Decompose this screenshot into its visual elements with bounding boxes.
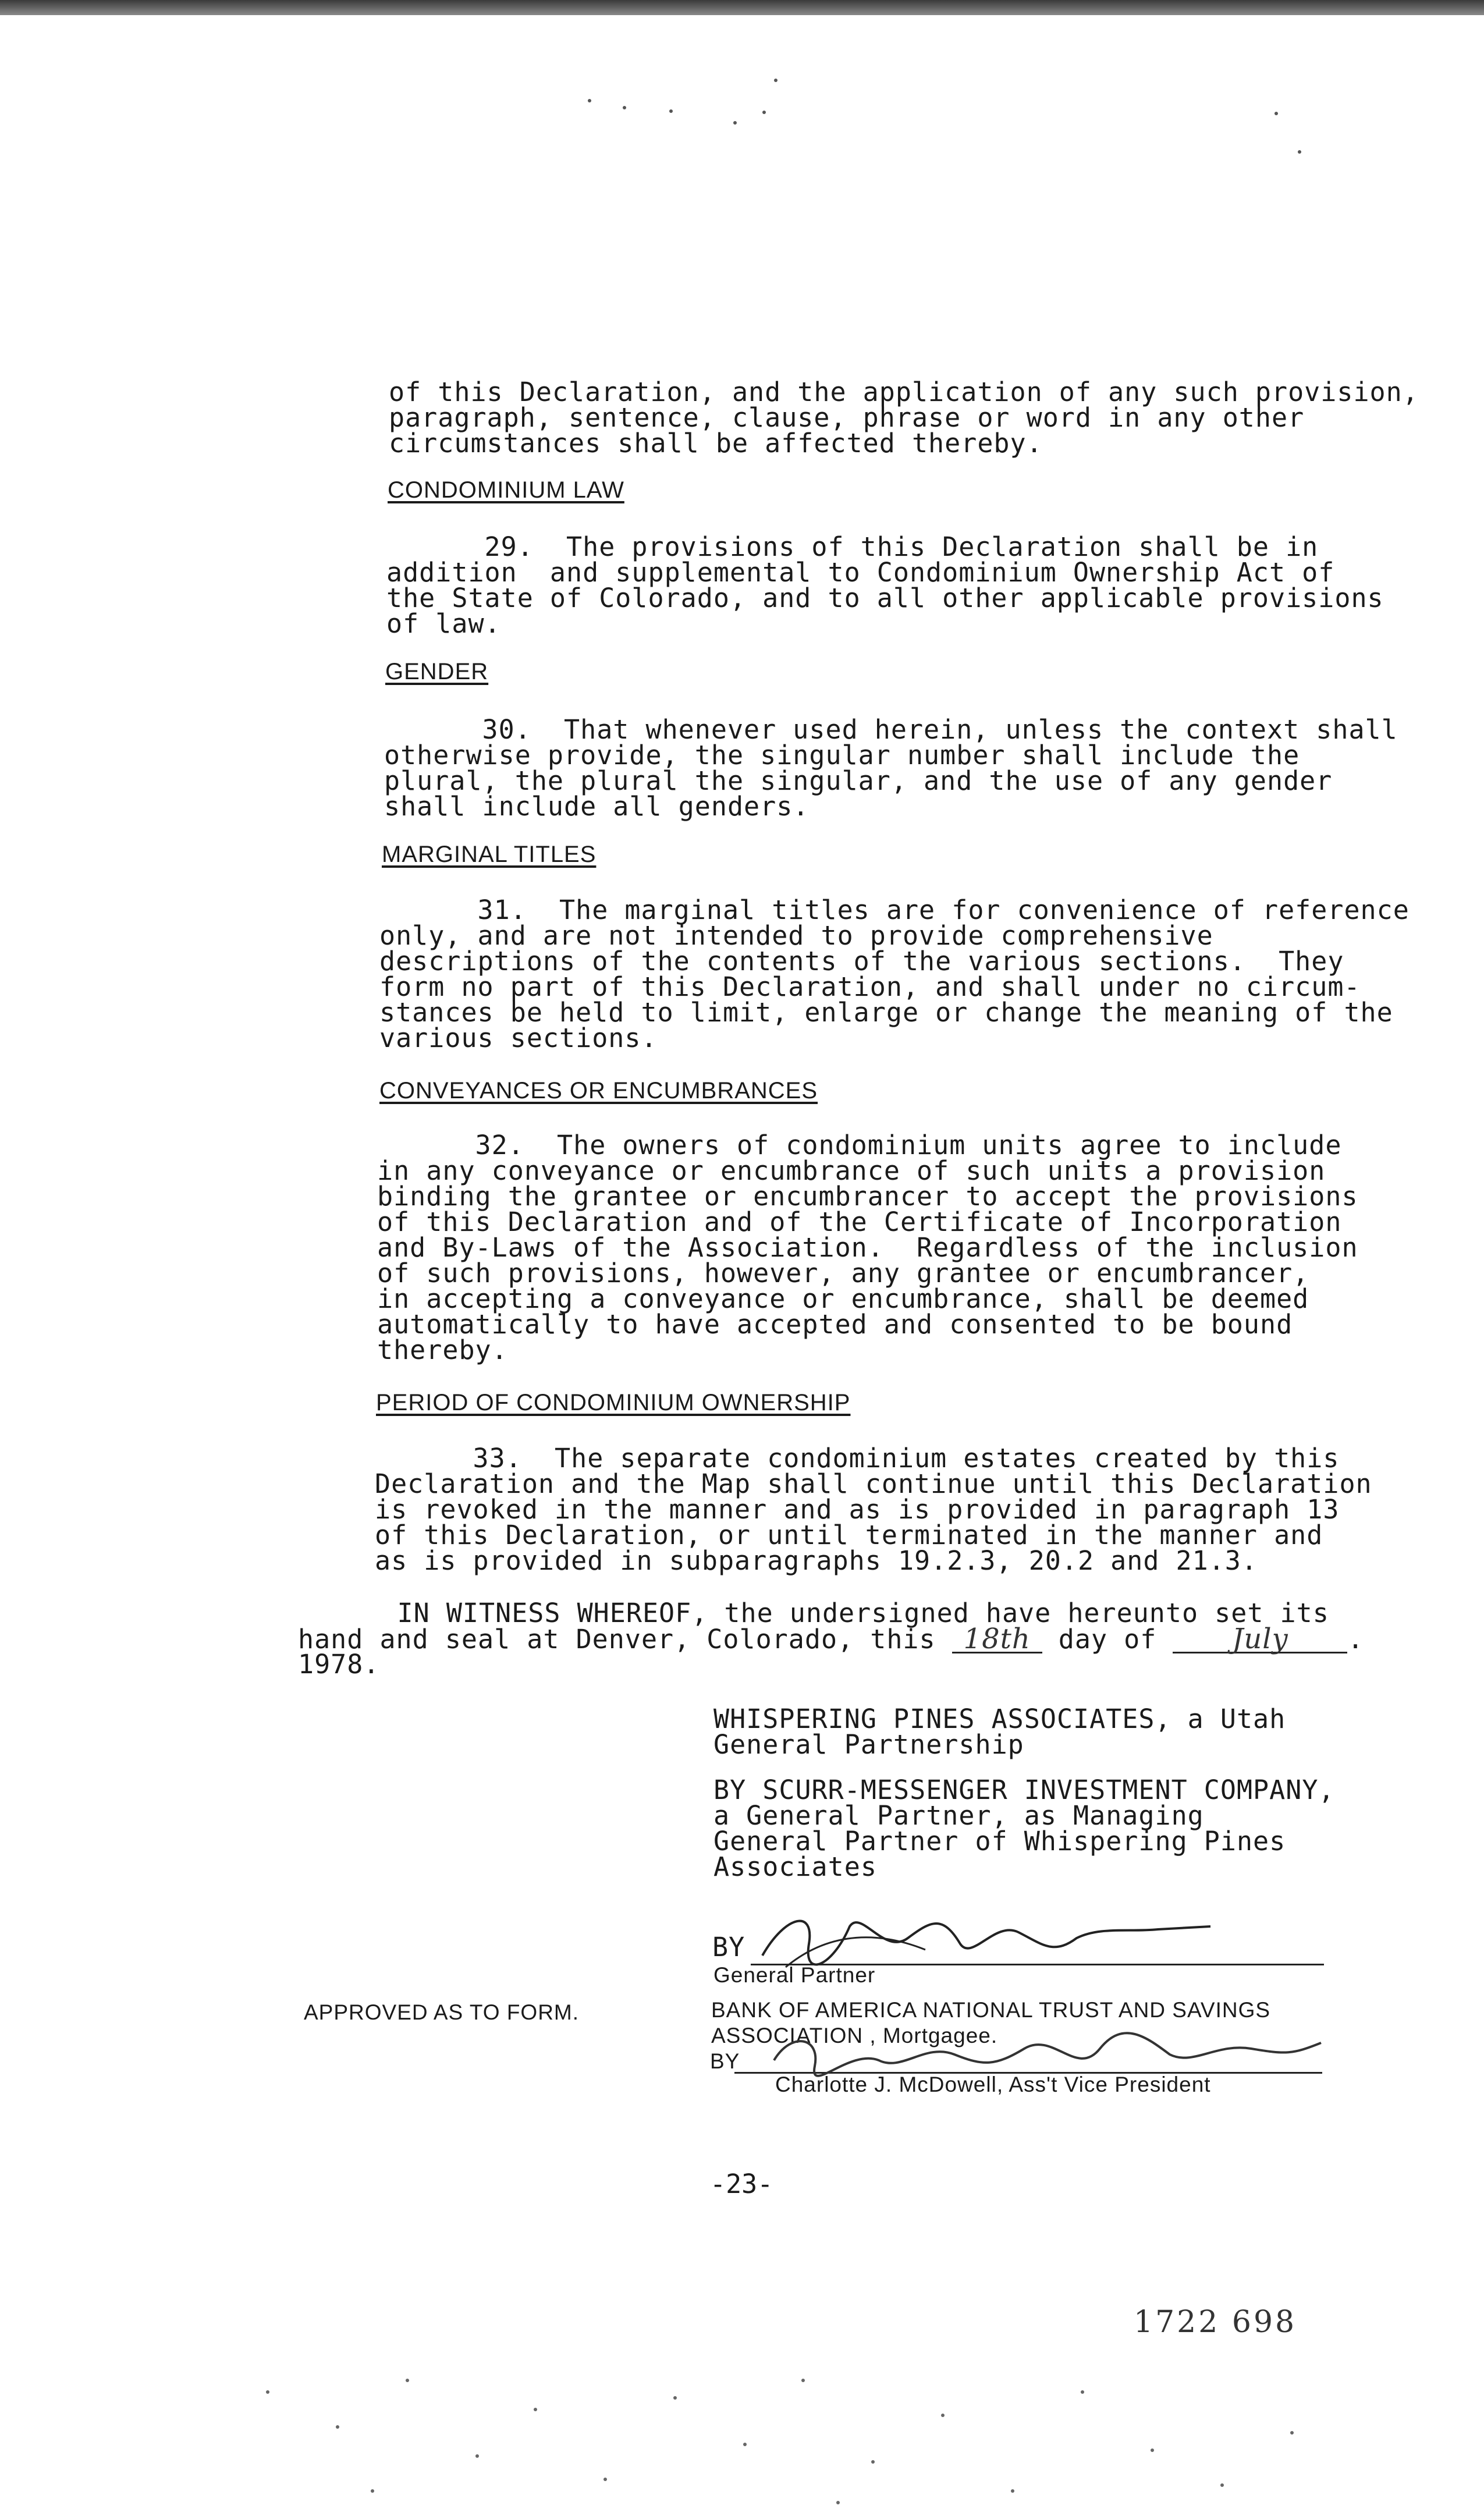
scan-speck — [1298, 150, 1301, 154]
witness-day-field: 18th — [952, 1626, 1042, 1653]
page-number: -23- — [710, 2169, 773, 2199]
scan-speck — [762, 111, 766, 114]
scan-speck — [623, 106, 626, 109]
scan-speck — [1274, 112, 1278, 115]
continuation-text: of this Declaration, and the application of any such provision, paragraph, sentence, clause, phrase or word in any other circumstances shall be affected thereby. — [389, 377, 1419, 459]
witness-line-2-prefix: hand and seal at Denver, Colorado, this — [298, 1624, 952, 1655]
scan-edge — [0, 0, 1484, 15]
scan-speck — [669, 109, 673, 113]
witness-line-2 — [298, 1623, 1364, 1655]
scan-speck — [733, 121, 737, 125]
section-heading-period: PERIOD OF CONDOMINIUM OWNERSHIP — [376, 1390, 851, 1415]
approval-officer: Charlotte J. McDowell, Ass't Vice President — [775, 2073, 1211, 2096]
scan-noise — [233, 2345, 1339, 2514]
approval-by-label: BY — [710, 2049, 740, 2073]
witness-line-3: 1978. — [298, 1649, 380, 1680]
witness-line-2-end: . — [1347, 1624, 1364, 1655]
section-29-text: 29. The provisions of this Declaration shall be in addition and supplemental to Condominium Ownership Act of the State of Colorado, and to all other applicable provisions of law. — [386, 531, 1384, 639]
section-heading-marginal-titles: MARGINAL TITLES — [382, 842, 597, 867]
record-number: 1722 698 — [1134, 2305, 1297, 2340]
bank-name: BANK OF AMERICA NATIONAL TRUST AND SAVINGS ASSOCIATION , Mortgagee. — [711, 1998, 1271, 2047]
scan-speck — [588, 99, 591, 102]
witness-month-field: July — [1173, 1626, 1347, 1653]
party-name: WHISPERING PINES ASSOCIATES, a Utah General Partnership — [713, 1704, 1286, 1760]
approved-as-to-form: APPROVED AS TO FORM. — [304, 2000, 580, 2024]
section-31-text: 31. The marginal titles are for convenience of reference only, and are not intended to provide comprehensive descriptions of the contents of the various sections. They form no part of this Declaration, and shall under no circum- stances be held to limit, enlarge or change the meaning of the various sections. — [379, 895, 1410, 1053]
signature-by-label: BY — [712, 1932, 745, 1963]
section-heading-conveyances: CONVEYANCES OR ENCUMBRANCES — [379, 1078, 818, 1103]
section-32-text: 32. The owners of condominium units agree to include in any conveyance or encumbrance of such units a provision binding the grantee or encumbrancer to accept the provisions of this Declaration and of the Certificate of Incorporation and By-Laws of the Association. Regardless of the inclusion of such provisions, however, any grantee or encumbrancer, in accepting a conveyance or encumbrance, shall be deemed automatically to have accepted and consented to be bound thereby. — [377, 1130, 1358, 1365]
scan-speck — [774, 79, 777, 82]
section-33-text: 33. The separate condominium estates created by this Declaration and the Map shall continue until this Declaration is revoked in the manner and as is provided in paragraph 13 of this Declaration, or until terminated in the manner and as is provided in subparagraphs 19.2.3, 20.2 and 21.3. — [375, 1443, 1372, 1576]
section-heading-condominium-law: CONDOMINIUM LAW — [388, 477, 624, 503]
witness-line-1: IN WITNESS WHEREOF, the undersigned have hereunto set its — [299, 1598, 1329, 1628]
section-30-text: 30. That whenever used herein, unless the context shall otherwise provide, the singular number shall include the plural, the plural the singular, and the use of any gender shall include all genders. — [384, 714, 1398, 822]
signatory-role: General Partner — [713, 1963, 876, 1987]
party-by-company: BY SCURR-MESSENGER INVESTMENT COMPANY, a General Partner, as Managing General Partner of Whispering Pines Associates — [713, 1775, 1335, 1882]
section-heading-gender: GENDER — [385, 659, 489, 684]
witness-line-2-mid: day of — [1042, 1624, 1173, 1655]
